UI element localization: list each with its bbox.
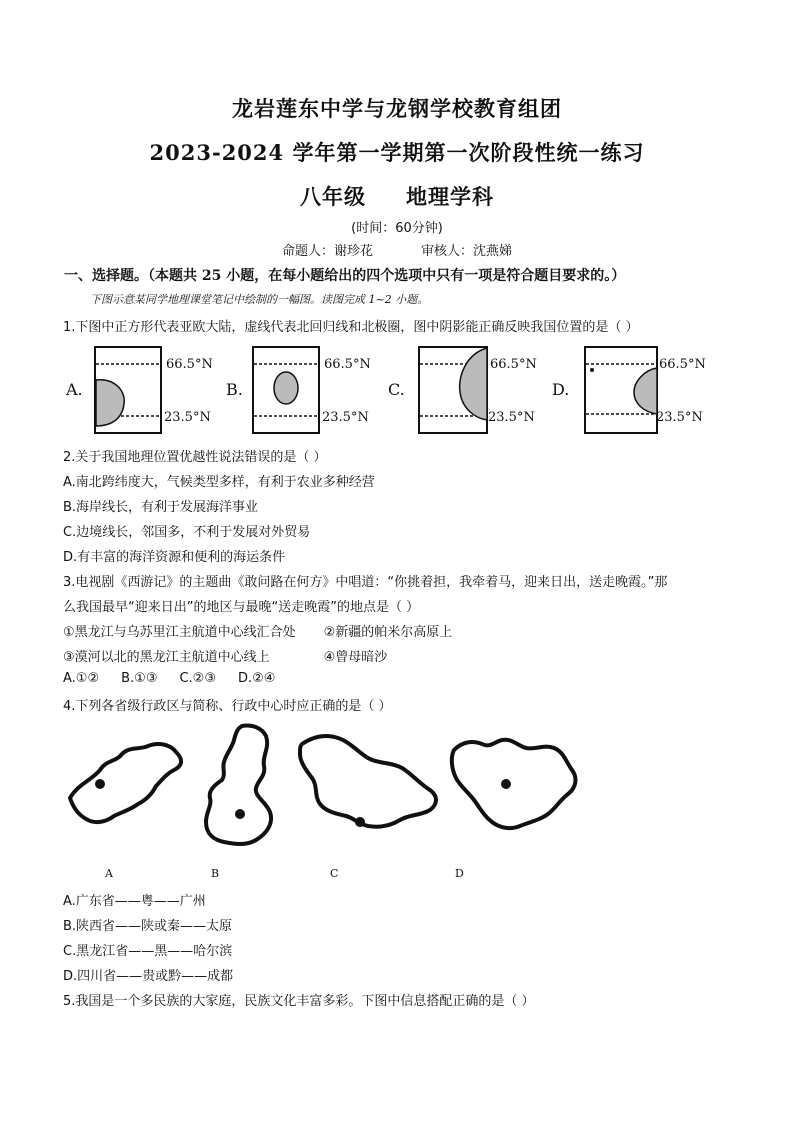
province-map-a-label: A [105, 867, 113, 880]
q1-option-a-label: A. [66, 380, 83, 399]
q1-d-bottom-lat: 23.5°N [656, 410, 703, 425]
q1-a-bottom-lat: 23.5°N [164, 410, 211, 425]
author: 命题人：谢珍花 [281, 244, 373, 259]
grade-subject-title [0, 181, 794, 211]
exam-time: (时间：60分钟) [351, 221, 443, 236]
q1-option-d-label: D. [552, 380, 570, 399]
province-map-d-label: D [455, 867, 464, 880]
q3-stem-line1: 3.电视剧《西游记》的主题曲《敢问路在何方》中唱道：“你挑着担，我牵着马，迎来日出，送走晚霞。”那 [63, 575, 668, 590]
exam-staff [0, 240, 794, 259]
q1-a-top-lat: 66.5°N [166, 357, 213, 372]
q2-option-c: C.边境线长，邻国多，不利于发展对外贸易 [63, 525, 311, 540]
q3-option-d: D.②④ [238, 671, 276, 686]
q5-stem: 5.我国是一个多民族的大家庭，民族文化丰富多彩。下图中信息搭配正确的是（ ） [63, 994, 535, 1009]
q1-diagram-b [252, 346, 322, 436]
province-map-c [296, 730, 442, 834]
q1-diagram-c [418, 346, 490, 436]
q3-item-3: ③漠河以北的黑龙江主航道中心线上 [63, 650, 270, 665]
province-map-a [66, 740, 190, 830]
q3-option-a: A.①② [63, 671, 100, 686]
q1-c-top-lat: 66.5°N [490, 357, 537, 372]
q1-option-c-label: C. [388, 380, 405, 399]
q1-b-top-lat: 66.5°N [324, 357, 371, 372]
q3-option-c: C.②③ [179, 671, 216, 686]
q1-option-b-label: B. [226, 380, 243, 399]
q1-b-bottom-lat: 23.5°N [322, 410, 369, 425]
q4-option-c: C.黑龙江省——黑——哈尔滨 [63, 944, 233, 959]
q1-stem: 1.下图中正方形代表亚欧大陆，虚线代表北回归线和北极圈，图中阴影能正确反映我国位置的是（ ） [63, 320, 639, 335]
province-map-b-label: B [211, 867, 220, 880]
q3-items-row1 [63, 621, 452, 640]
subject-label: 地理学科 [406, 184, 494, 209]
q4-option-a: A.广东省——粤——广州 [63, 894, 206, 909]
q4-option-d: D.四川省——贵或黔——成都 [63, 969, 234, 984]
q4-option-b: B.陕西省——陕或秦——太原 [63, 919, 233, 934]
q2-option-b: B.海岸线长，有利于发展海洋事业 [63, 500, 259, 515]
q3-stem-line2: 么我国最早“迎来日出”的地区与最晚“送走晚霞”的地点是（ ） [63, 600, 420, 615]
q1-c-bottom-lat: 23.5°N [488, 410, 535, 425]
q3-items-row2 [63, 646, 387, 665]
q2-stem: 2.关于我国地理位置优越性说法错误的是（ ） [63, 450, 327, 465]
school-title: 龙岩莲东中学与龙钢学校教育组团 [232, 96, 562, 121]
q3-options [63, 671, 275, 686]
province-map-d [448, 734, 584, 834]
q3-item-2: ②新疆的帕米尔高原上 [323, 625, 453, 640]
q4-stem: 4.下列各省级行政区与简称、行政中心时应正确的是（ ） [63, 699, 392, 714]
reviewer: 审核人：沈燕娣 [421, 244, 513, 259]
q3-item-1: ①黑龙江与乌苏里江主航道中心线汇合处 [63, 625, 296, 640]
q1-diagram-a [94, 346, 164, 436]
section-intro: 下图示意某同学地理课堂笔记中绘制的一幅图。读图完成 1~2 小题。 [90, 293, 429, 306]
section-title: 一、选择题。（本题共 25 小题，在每小题给出的四个选项中只有一项是符合题目要求的。） [64, 268, 626, 284]
grade-label: 八年级 [300, 184, 366, 209]
province-map-b [200, 722, 284, 850]
term-title: 2023-2024 学年第一学期第一次阶段性统一练习 [149, 140, 645, 165]
q3-option-b: B.①③ [121, 671, 158, 686]
q2-option-d: D.有丰富的海洋资源和便利的海运条件 [63, 550, 286, 565]
q3-item-4: ④曾母暗沙 [323, 650, 388, 665]
q1-d-top-lat: 66.5°N [659, 357, 706, 372]
province-map-c-label: C [330, 867, 339, 880]
q1-diagram-d [584, 346, 660, 436]
q2-option-a: A.南北跨纬度大，气候类型多样，有利于农业多种经营 [63, 475, 375, 490]
